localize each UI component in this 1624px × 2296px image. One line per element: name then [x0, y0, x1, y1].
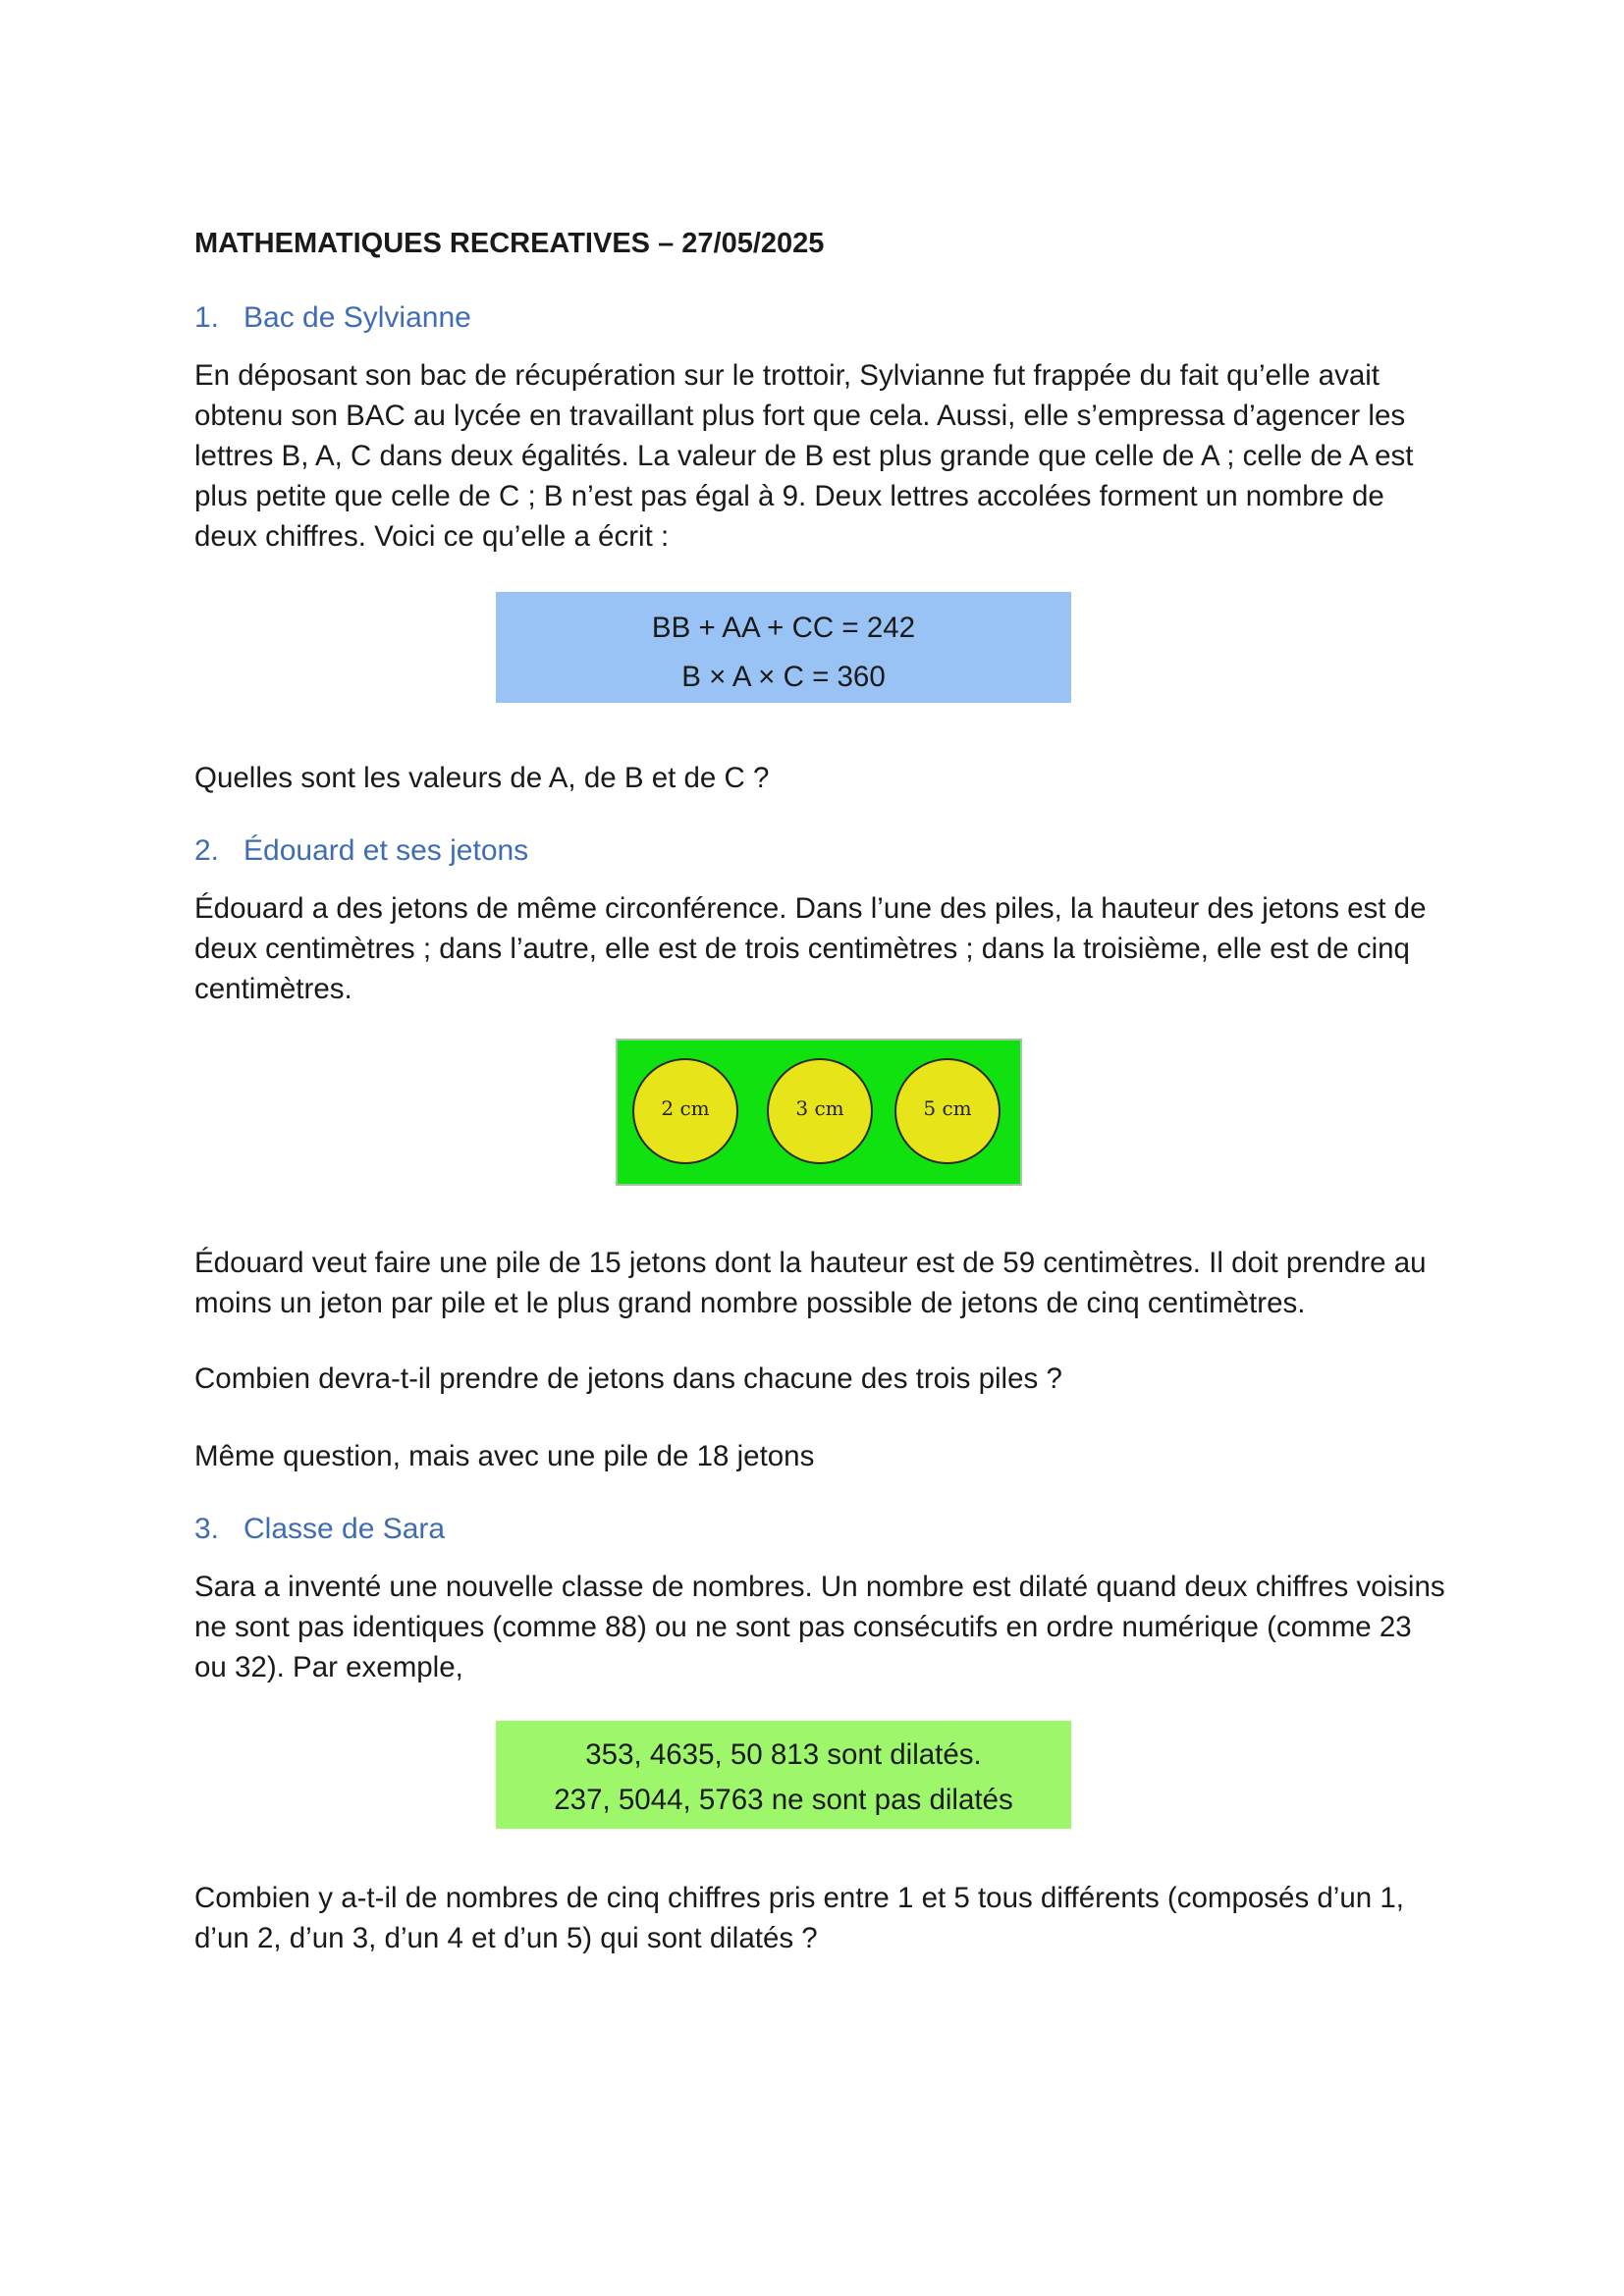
chip-3cm: 3 cm [767, 1058, 873, 1164]
section-title: Bac de Sylvianne [244, 301, 471, 334]
chip-2cm: 2 cm [632, 1058, 738, 1164]
equation-line: BB + AA + CC = 242 [651, 612, 916, 644]
section-2-question: Combien devra-t-il prendre de jetons dans chacune des trois piles ? [194, 1362, 1062, 1395]
equations-box [496, 592, 1071, 703]
chip-5cm: 5 cm [894, 1058, 1001, 1164]
section-2-paragraph: Édouard veut faire une pile de 15 jetons dont la hauteur est de 59 centimètres. Il doit prendre au moins un jeton par pile et le plus grand nombre possible de jetons de cinq centimètres. [194, 1247, 1427, 1319]
section-1-question: Quelles sont les valeurs de A, de B et de C ? [194, 762, 770, 794]
section-title: Classe de Sara [244, 1513, 446, 1545]
document-title: MATHEMATIQUES RECREATIVES – 27/05/2025 [194, 228, 825, 259]
example-line: 237, 5044, 5763 ne sont pas dilatés [554, 1784, 1013, 1816]
section-heading-3 [194, 1510, 1451, 1549]
section-2-question: Même question, mais avec une pile de 18 jetons [194, 1440, 815, 1472]
section-3-question: Combien y a-t-il de nombres de cinq chiffres pris entre 1 et 5 tous différents (composés d’un 1, d’un 2, d’un 3, d’un 4 et d’un 5) qui sont dilatés ? [194, 1882, 1404, 1954]
chips-illustration [616, 1039, 1022, 1186]
section-1-paragraph: En déposant son bac de récupération sur le trottoir, Sylvianne fut frappée du fait qu’elle avait obtenu son BAC au lycée en travaillant plus fort que cela. Aussi, elle s’empressa d’agencer les lettres B, A, C dans deux égalités. La valeur de B est plus grande que celle de A ; celle de A est plus petite que celle de C ; B n’est pas égal à 9. Deux lettres accolées forment un nombre de deux chiffres. Voici ce qu’elle a écrit : [194, 359, 1414, 553]
equation-line: B × A × C = 360 [681, 661, 886, 693]
section-title: Édouard et ses jetons [244, 834, 529, 867]
section-number: 3. [194, 1513, 220, 1545]
section-3-paragraph: Sara a inventé une nouvelle classe de nombres. Un nombre est dilaté quand deux chiffres voisins ne sont pas identiques (comme 88) ou ne sont pas consécutifs en ordre numérique (comme 23 ou 32). Par exemple, [194, 1571, 1445, 1683]
section-2-paragraph: Édouard a des jetons de même circonférence. Dans l’une des piles, la hauteur des jetons est de deux centimètres ; dans l’autre, elle est de trois centimètres ; dans la troisième, elle est de cinq centimètres. [194, 892, 1427, 1005]
document-page [194, 224, 1451, 1998]
section-number: 1. [194, 301, 220, 334]
section-heading-2 [194, 831, 1451, 871]
section-heading-1 [194, 298, 1451, 338]
example-line: 353, 4635, 50 813 sont dilatés. [585, 1738, 982, 1771]
examples-box [496, 1721, 1071, 1829]
section-number: 2. [194, 834, 220, 867]
